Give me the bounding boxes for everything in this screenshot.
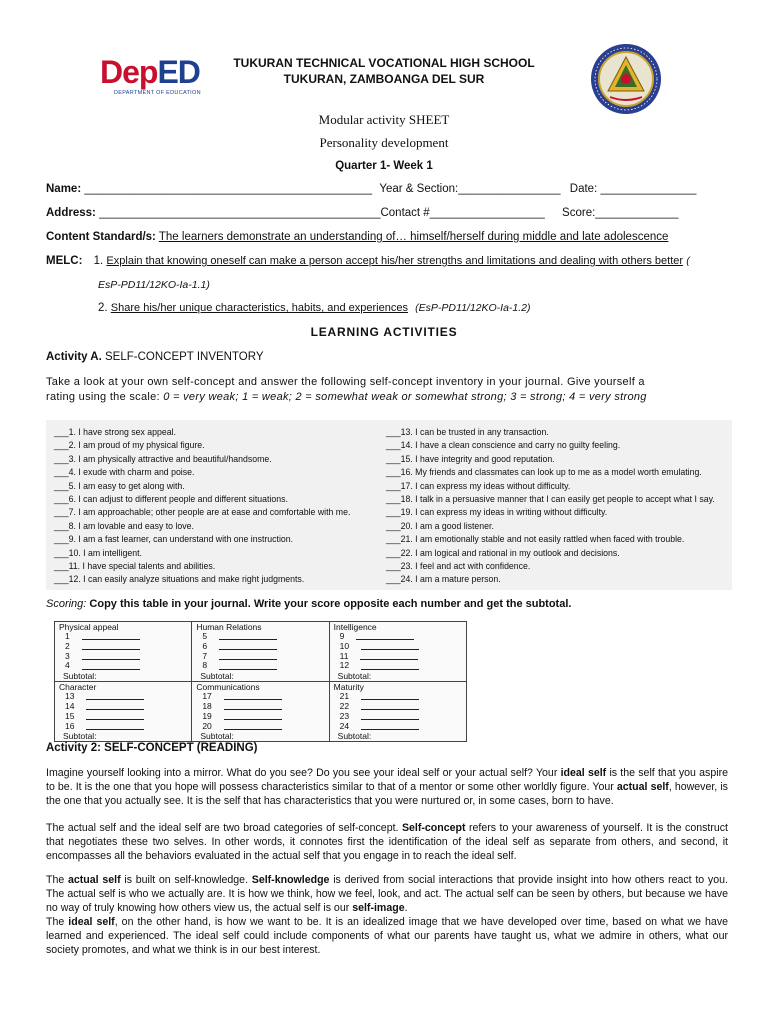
p4-text-a: The [46, 916, 65, 928]
melc-item1: Explain that knowing oneself can make a person accept his/her strengths and limitations and dealing with others better [106, 255, 684, 267]
activity-a-heading [46, 351, 264, 363]
p3-text-d: . [404, 901, 408, 914]
p1-keyword-actual-self: actual self [616, 780, 669, 793]
item-number: 6 [202, 640, 208, 651]
inventory-item: ___9. I am a fast learner, can understand with one instruction. [54, 534, 294, 546]
inventory-item: ___5. I am easy to get along with. [54, 480, 185, 492]
inventory-item: ___1. I have strong sex appeal. [54, 427, 176, 438]
subtotal-label: Subtotal: [337, 731, 372, 742]
item-number: 20 [202, 720, 212, 731]
inventory-item: ___17. I can express my ideas without difficulty. [386, 480, 571, 492]
item-number: 23 [339, 710, 350, 721]
score-line [196, 712, 324, 722]
item-number: 17 [202, 691, 212, 702]
score-blank[interactable] [224, 703, 282, 710]
school-seal-icon [590, 43, 662, 115]
score-line [196, 702, 324, 712]
score-line [59, 702, 187, 712]
scoring-table [54, 621, 467, 742]
inventory-item: ___13. I can be trusted in any transaction. [386, 427, 549, 438]
p3-text-b: is built on self-knowledge. [124, 874, 249, 886]
score-blank[interactable] [356, 633, 414, 640]
instructions-line-1: Take a look at your own self-concept and answer the following self-concept inventory in your journal. Give yourself a [46, 376, 645, 388]
score-blank[interactable] [219, 643, 277, 650]
learning-activities-title: LEARNING ACTIVITIES [310, 325, 458, 339]
item-number: 24 [339, 720, 350, 731]
score-line [334, 722, 462, 732]
p3-text-a: The [46, 874, 65, 886]
score-blank[interactable] [219, 653, 277, 660]
score-line [59, 661, 187, 671]
inventory-item: ___18. I talk in a persuasive manner that I can easily get people to accept what I say. [386, 494, 715, 506]
item-number: 5 [202, 631, 208, 641]
inventory-item: ___6. I can adjust to different people and different situations. [54, 494, 288, 506]
item-number: 14 [65, 700, 75, 711]
score-line [59, 652, 187, 662]
item-number: 13 [65, 691, 75, 702]
item-number: 11 [339, 650, 349, 661]
inventory-item: ___21. I am emotionally stable and not easily rattled when faced with trouble. [386, 534, 685, 546]
score-line [196, 722, 324, 732]
inventory-item: ___19. I can express my ideas in writing without difficulty. [386, 507, 608, 519]
score-blank[interactable] [224, 723, 282, 730]
inventory-item: ___10. I am intelligent. [54, 547, 142, 559]
score-line [334, 702, 462, 712]
item-number: 21 [339, 691, 350, 702]
item-number: 12 [339, 660, 350, 671]
school-location: TUKURAN, ZAMBOANGA DEL SUR [283, 72, 485, 86]
melc-item2: Share his/her unique characteristics, habits, and experiences [110, 302, 408, 314]
subtotal-label: Subtotal: [200, 671, 234, 682]
reading-paragraph-4 [46, 916, 728, 957]
activity-a-instructions [46, 375, 726, 404]
item-number: 19 [202, 710, 212, 721]
inventory-right-column [386, 426, 743, 587]
inventory-item: ___23. I feel and act with confidence. [386, 561, 531, 573]
p1-text-a: Imagine yourself looking into a mirror. What do you see? Do you see your ideal self or your actual self? Your [46, 767, 558, 779]
score-line [59, 712, 187, 722]
score-line [59, 642, 187, 652]
score-line [196, 692, 324, 702]
score-blank[interactable] [361, 693, 419, 700]
score-category [329, 622, 466, 682]
content-standard-row [46, 231, 668, 243]
activity-a-label: Activity A. [46, 351, 102, 363]
inventory-item: ___2. I am proud of my physical figure. [54, 440, 205, 452]
melc-item1-number: 1. [93, 255, 104, 267]
category-title: Physical appeal [59, 622, 119, 632]
deped-logo [100, 55, 210, 101]
score-category [55, 682, 192, 742]
score-line [334, 661, 462, 671]
category-title: Human Relations [196, 622, 262, 632]
reading-paragraph-1 [46, 767, 728, 808]
name-field[interactable]: _____________________________________________ [84, 183, 373, 195]
inventory-item: ___12. I can easily analyze situations and make right judgments. [54, 574, 305, 586]
subtotal-label: Subtotal: [63, 731, 97, 742]
content-standard-label: Content Standard/s: [46, 231, 156, 243]
score-category [329, 682, 466, 742]
inventory-left-column [54, 426, 376, 587]
score-blank[interactable] [219, 663, 277, 670]
melc-item2-row [98, 302, 531, 314]
inventory-item: ___8. I am lovable and easy to love. [54, 520, 194, 532]
subtotal-label: Subtotal: [337, 671, 372, 682]
category-title: Character [59, 682, 97, 693]
score-category [192, 682, 329, 742]
scoring-label: Scoring: [46, 598, 87, 610]
item-number: 1 [65, 631, 70, 641]
score-blank[interactable] [361, 643, 419, 650]
p1-text-b: is the self that you aspire to be. It is the one that you hope will possess characteristics similar to that of a mentor or some other worldly figure. Your [46, 767, 728, 793]
score-category [55, 622, 192, 682]
category-title: Communications [196, 682, 260, 693]
score-blank[interactable] [361, 723, 419, 730]
score-blank[interactable] [86, 713, 144, 720]
deped-logo-wordmark [100, 55, 200, 89]
p3-text-c: is derived from social interactions that provide insight into how others react to you. The actual self is who we actually are. It is how we think, how we feel, look, and act. The actual self can be seen by others, but because we have no way of truly knowing how others view us, the actual self is our [46, 874, 728, 914]
p3-keyword-self-knowledge: Self-knowledge [251, 874, 330, 886]
score-line [196, 652, 324, 662]
scoring-text: Copy this table in your journal. Write your score opposite each number and get the subtotal. [89, 598, 572, 610]
score-blank[interactable] [86, 693, 144, 700]
score-line [59, 632, 187, 642]
item-number: 22 [339, 700, 350, 711]
name-label: Name: [46, 183, 82, 195]
subtotal-label: Subtotal: [63, 671, 97, 682]
score-blank[interactable] [360, 653, 418, 660]
contact-field[interactable]: Contact #__________________ [380, 207, 545, 219]
date-field[interactable]: Date: _______________ [569, 183, 697, 195]
p1-keyword-ideal-self: ideal self [560, 767, 607, 779]
deped-logo-part1: De [100, 54, 139, 90]
score-blank[interactable] [82, 653, 140, 660]
name-row [46, 183, 696, 195]
subject-title: Personality development [319, 135, 449, 150]
item-number: 9 [339, 631, 345, 641]
score-blank[interactable] [86, 703, 144, 710]
content-standard-text: The learners demonstrate an understanding of… himself/herself during middle and late adolescence [158, 231, 669, 243]
melc-row [46, 255, 690, 267]
score-line [334, 642, 462, 652]
score-blank[interactable] [361, 663, 419, 670]
subtotal-label: Subtotal: [200, 731, 234, 742]
quarter-title: Quarter 1- Week 1 [335, 160, 433, 172]
p2-text-a: The actual self and the ideal self are two broad categories of self-concept. [46, 822, 399, 834]
score-line [334, 632, 462, 642]
item-number: 8 [202, 660, 208, 671]
score-blank[interactable] [82, 643, 140, 650]
inventory-item: ___24. I am a mature person. [386, 574, 501, 586]
inventory-item: ___15. I have integrity and good reputation. [386, 453, 555, 465]
item-number: 4 [65, 660, 70, 671]
instructions-line-2 [46, 390, 726, 405]
p2-keyword-self-concept: Self-concept [401, 822, 466, 834]
item-number: 10 [339, 640, 350, 651]
score-field[interactable]: Score:_____________ [562, 207, 679, 219]
melc-item1-code: EsP-PD11/12KO-Ia-1.1) [98, 279, 210, 291]
reading-paragraph-2 [46, 822, 728, 863]
inventory-item: ___3. I am physically attractive and beautiful/handsome. [54, 453, 272, 465]
score-line [334, 652, 462, 662]
melc-item1-open: ( [686, 255, 690, 267]
score-blank[interactable] [224, 713, 282, 720]
inventory-item: ___14. I have a clean conscience and carry no guilty feeling. [386, 440, 621, 452]
inventory-item: ___11. I have special talents and abilities. [54, 561, 216, 573]
inventory-item: ___7. I am approachable; other people are at ease and comfortable with me. [54, 507, 351, 519]
score-line [59, 722, 187, 732]
address-field[interactable]: ____________________________________________ [99, 207, 381, 219]
instructions-scale-label: rating using the scale: [46, 390, 160, 403]
inventory-item: ___4. I exude with charm and poise. [54, 467, 195, 479]
category-title: Intelligence [333, 622, 377, 632]
activity-a-title: SELF-CONCEPT INVENTORY [105, 351, 264, 363]
address-label: Address: [46, 207, 96, 219]
school-name: TUKURAN TECHNICAL VOCATIONAL HIGH SCHOOL [233, 56, 535, 70]
reading-paragraph-3 [46, 874, 728, 915]
score-blank[interactable] [219, 633, 277, 640]
score-blank[interactable] [82, 663, 140, 670]
deped-logo-part2: p [138, 54, 158, 90]
p3-keyword-actual-self: actual self [68, 874, 121, 886]
score-category [192, 622, 329, 682]
score-blank[interactable] [361, 703, 419, 710]
item-number: 16 [65, 720, 75, 731]
p2-text-b: refers to your awareness of yourself. It is the construct that negotiates these two selves. In other words, it connotes first the identification of the ideal self as separate from others, and second, it encompasses all the behaviors evaluated in the actual self that you engage in to reach the ideal self. [46, 822, 728, 862]
inventory-item: ___22. I am logical and rational in my outlook and decisions. [386, 547, 620, 559]
item-number: 15 [65, 710, 75, 721]
melc-item2-number: 2. [98, 302, 108, 314]
score-line [59, 692, 187, 702]
self-concept-inventory [46, 420, 732, 590]
deped-logo-subtext: DEPARTMENT OF EDUCATION [114, 90, 201, 96]
item-number: 3 [65, 650, 70, 661]
item-number: 18 [202, 700, 212, 711]
p4-text-b: , on the other hand, is how we want to be. It is an idealized image that we have developed over time, based on what we have learned and experienced. The ideal self could include components of what our parents have taught us, what we admire in others, what our society promotes, and what we think is in our best interest. [46, 916, 729, 956]
melc-label: MELC: [46, 255, 83, 267]
p3-keyword-self-image: self-image [352, 901, 405, 914]
instructions-scale: 0 = very weak; 1 = weak; 2 = somewhat weak or somewhat strong; 3 = strong; 4 = very strong [163, 390, 647, 403]
inventory-item: ___16. My friends and classmates can look up to me as a model worth emulating. [386, 467, 702, 479]
score-line [334, 712, 462, 722]
category-title: Maturity [333, 682, 364, 693]
p1-text-c: , however, is the one that you actually see. It is the self that has characteristics that you were nurtured or, in some cases, born to have. [46, 780, 728, 807]
score-blank[interactable] [82, 633, 140, 640]
score-line [196, 642, 324, 652]
inventory-item: ___20. I am a good listener. [386, 520, 494, 532]
sheet-title: Modular activity SHEET [318, 112, 450, 127]
score-line [196, 632, 324, 642]
score-blank[interactable] [224, 693, 282, 700]
melc-item2-code: (EsP-PD11/12KO-Ia-1.2) [415, 302, 531, 314]
activity-2-title: Activity 2: SELF-CONCEPT (READING) [46, 742, 258, 754]
score-blank[interactable] [86, 723, 144, 730]
item-number: 2 [65, 640, 70, 651]
year-section-field[interactable]: Year & Section:________________ [379, 183, 561, 195]
scoring-instructions [46, 598, 571, 610]
score-line [334, 692, 462, 702]
score-blank[interactable] [361, 713, 419, 720]
score-line [196, 661, 324, 671]
item-number: 7 [202, 650, 208, 661]
deped-logo-part3: ED [157, 54, 200, 90]
address-row [46, 207, 678, 219]
p4-keyword-ideal-self: ideal self [68, 916, 115, 928]
